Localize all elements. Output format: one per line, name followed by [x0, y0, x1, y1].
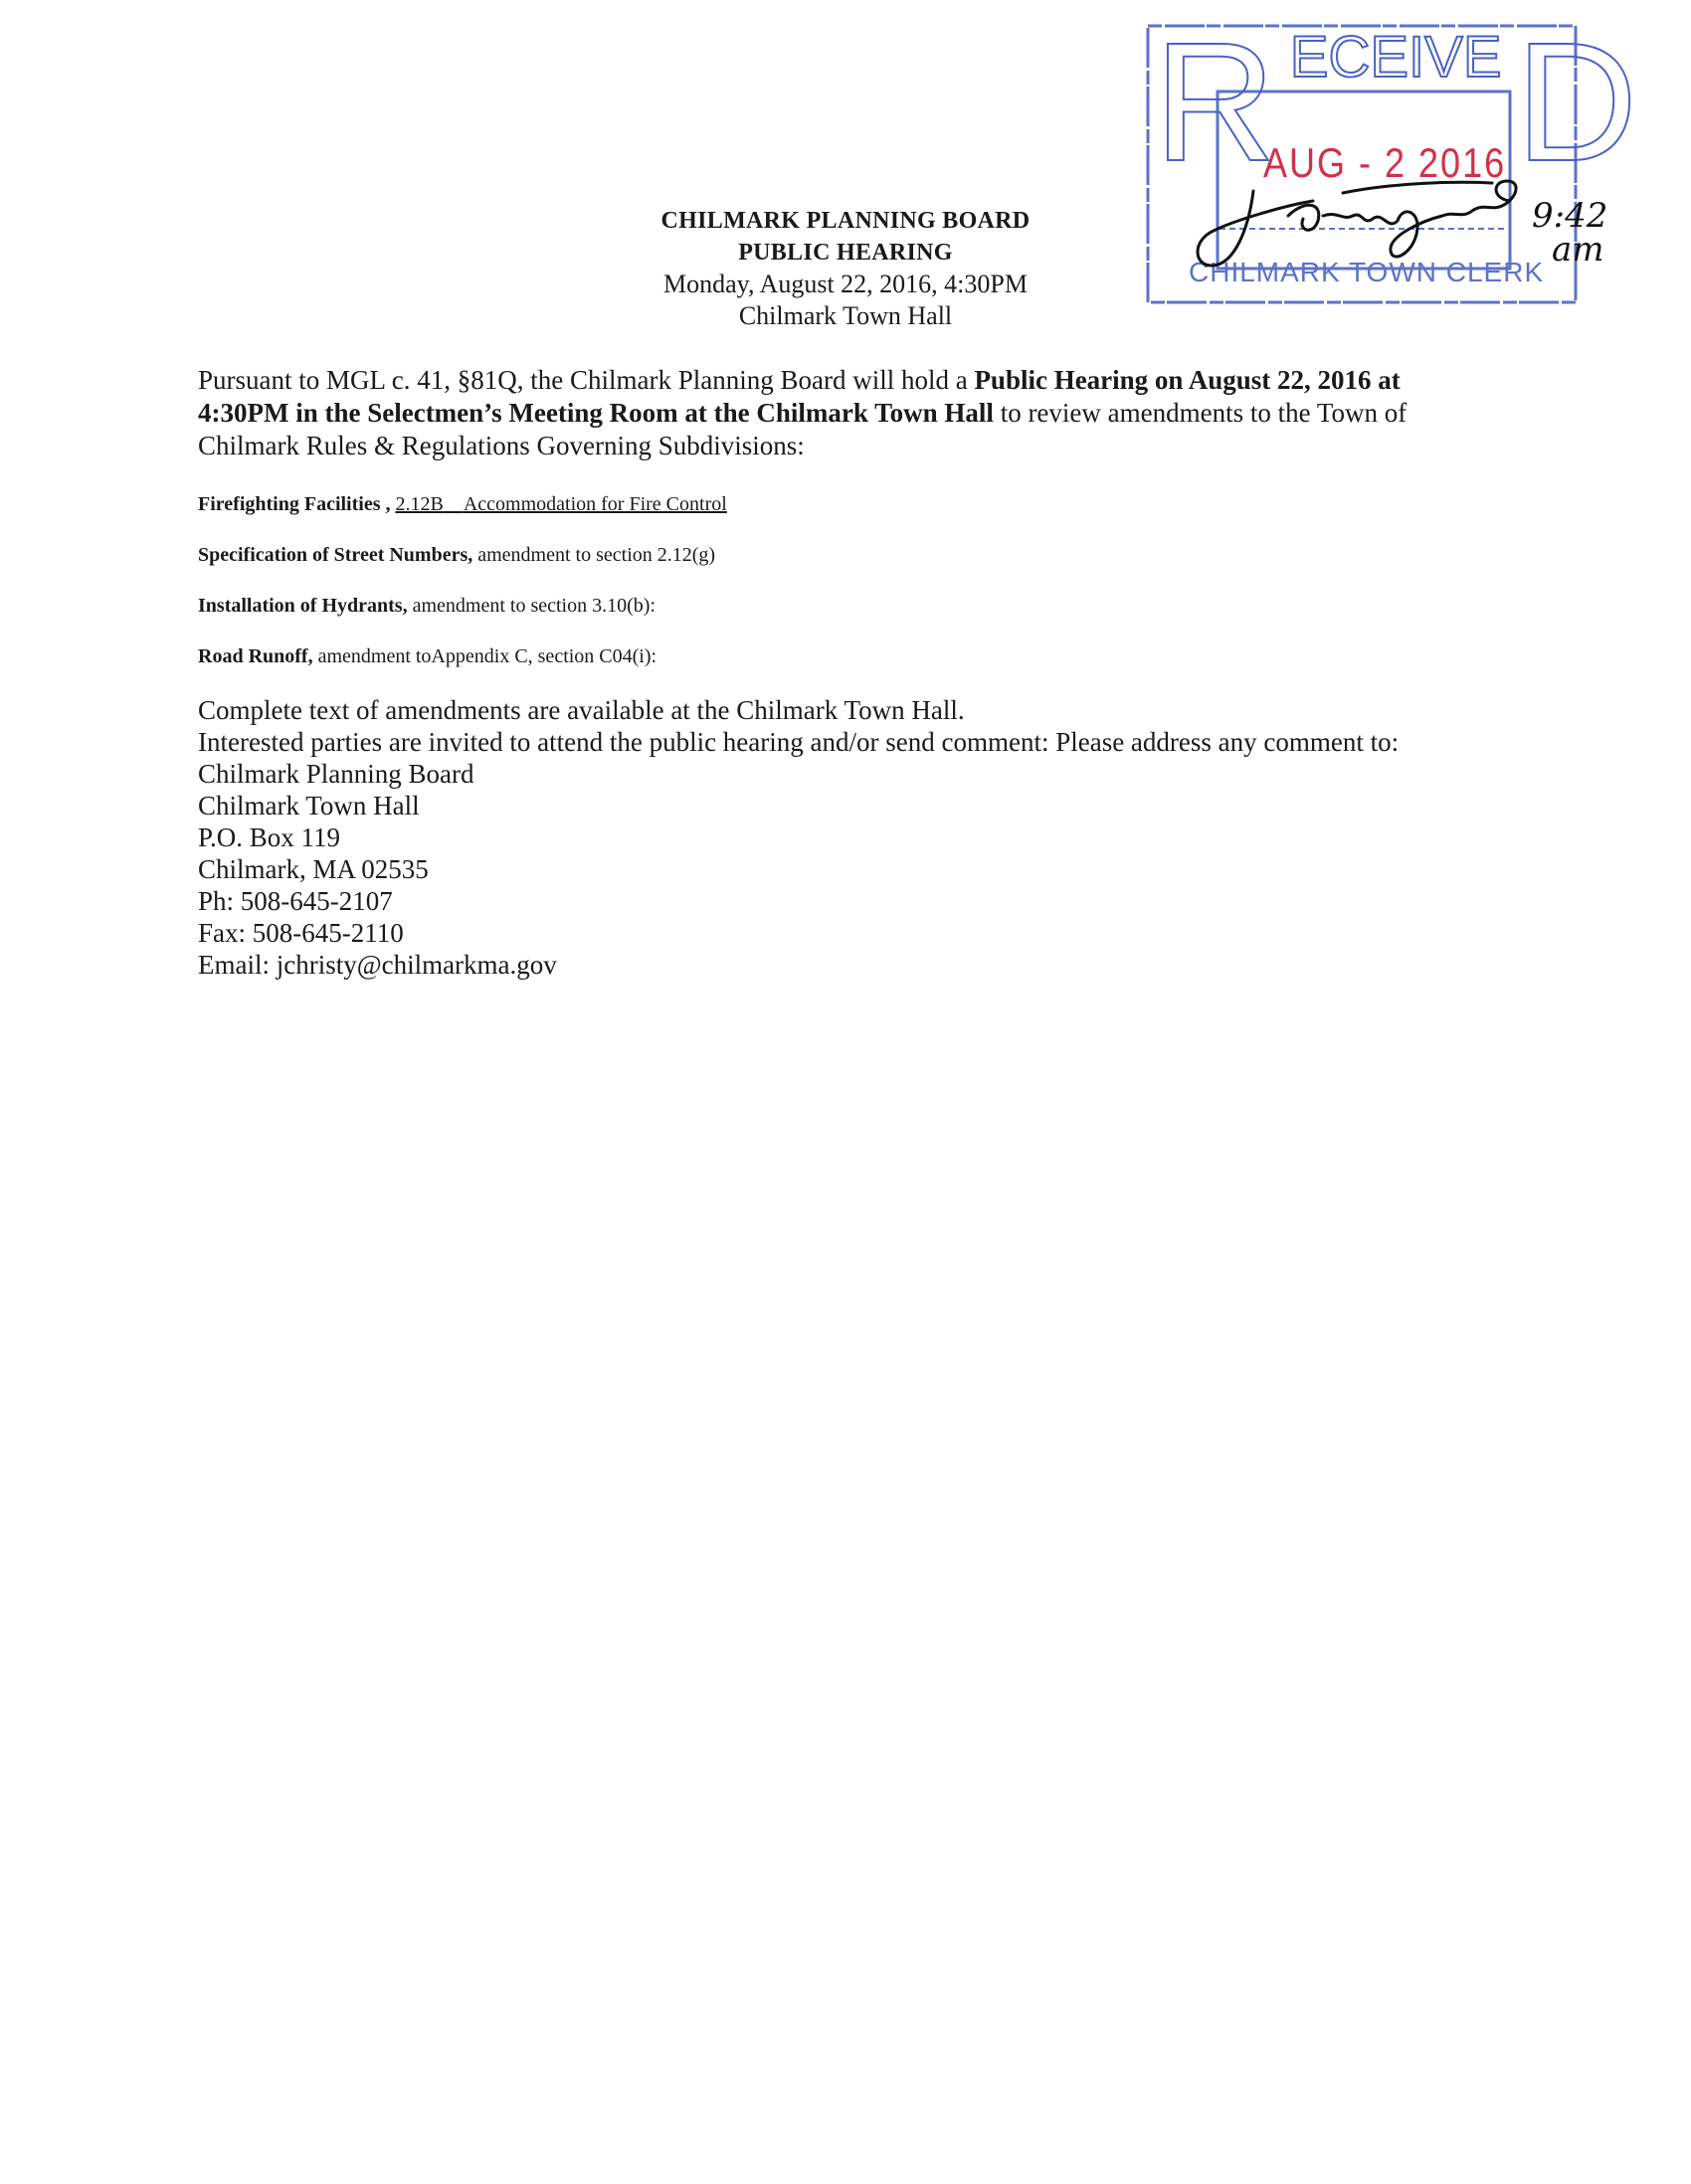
- item-description: amendment to section 2.12(g): [472, 544, 716, 566]
- event-datetime: Monday, August 22, 2016, 4:30PM: [663, 270, 1028, 298]
- header: [517, 205, 1174, 332]
- received-letter: D: [1515, 8, 1638, 197]
- item-title: Installation of Hydrants,: [198, 595, 408, 617]
- amendment-list: [198, 491, 1292, 694]
- intro-paragraph: [198, 364, 1491, 462]
- received-letter: C: [1328, 25, 1371, 90]
- event-location: Chilmark Town Hall: [738, 301, 953, 330]
- contact-block: [198, 694, 1541, 981]
- list-item: [198, 491, 1292, 542]
- intro-text-1: Pursuant to MGL c. 41, §81Q, the Chilmark Planning Board will hold a: [198, 365, 975, 395]
- item-description: amendment toAppendix C, section C04(i):: [312, 645, 658, 667]
- contact-email: Email: jchristy@chilmarkma.gov: [198, 950, 557, 980]
- organization-name: CHILMARK PLANNING BOARD: [660, 208, 1031, 234]
- intro-text-2: to review amendments to the Town of: [993, 398, 1408, 428]
- intro-text-3: Chilmark Rules & Regulations Governing Subdivisions:: [198, 431, 805, 460]
- contact-phone: Ph: 508-645-2107: [198, 886, 393, 916]
- item-section: 2.12B: [395, 493, 444, 515]
- time-note: [1532, 196, 1608, 270]
- received-letter: R: [1154, 8, 1276, 197]
- received-letter: E: [1462, 25, 1502, 90]
- contact-name: Chilmark Planning Board: [198, 759, 474, 789]
- time-note-meridiem: am: [1552, 230, 1604, 270]
- received-letter: E: [1289, 25, 1329, 90]
- contact-po-box: P.O. Box 119: [198, 822, 341, 852]
- event-title: PUBLIC HEARING: [738, 240, 953, 266]
- item-description: amendment to section 3.10(b):: [407, 595, 656, 617]
- stamp-office: CHILMARK TOWN CLERK: [1189, 257, 1545, 287]
- item-title: Road Runoff,: [198, 645, 313, 667]
- list-item: [198, 593, 1292, 643]
- item-title: Firefighting Facilities ,: [198, 493, 391, 515]
- intro-bold-1: Public Hearing on August 22, 2016 at: [974, 365, 1401, 395]
- item-description: Accommodation for Fire Control: [463, 493, 727, 515]
- intro-bold-2: 4:30PM in the Selectmen’s Meeting Room at the Chilmark Town Hall: [198, 398, 994, 428]
- list-item: [198, 542, 1292, 593]
- availability-note: Complete text of amendments are available at the Chilmark Town Hall.: [198, 695, 965, 725]
- time-note-time: 9:42: [1532, 196, 1608, 236]
- received-letter: E: [1370, 25, 1409, 90]
- list-item: [198, 643, 1292, 694]
- received-letter: V: [1424, 25, 1463, 90]
- contact-city: Chilmark, MA 02535: [198, 854, 429, 884]
- signature-icon: [1194, 171, 1532, 280]
- item-title: Specification of Street Numbers,: [198, 544, 473, 566]
- contact-building: Chilmark Town Hall: [198, 791, 420, 820]
- contact-fax: Fax: 508-645-2110: [198, 918, 404, 948]
- received-letter: I: [1409, 25, 1425, 90]
- stamp-date: AUG - 2 2016: [1263, 139, 1507, 187]
- comment-invitation: Interested parties are invited to attend the public hearing and/or send comment: Please address any comment to:: [198, 727, 1400, 757]
